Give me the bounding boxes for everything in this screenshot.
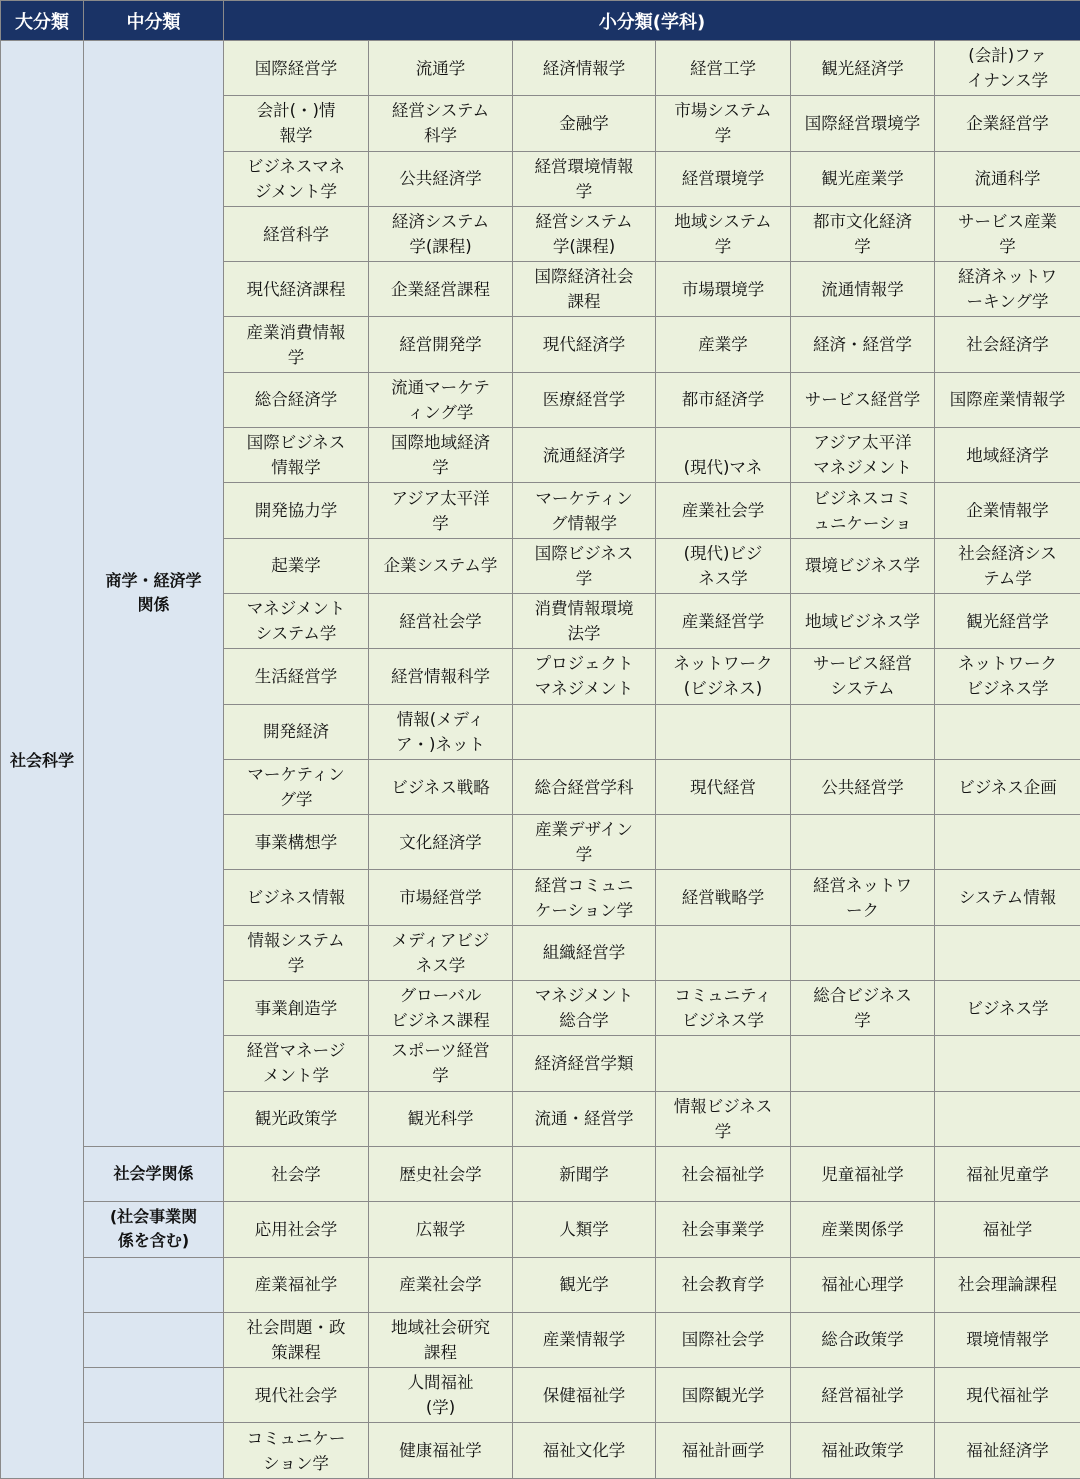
subject-cell: 情報システム 学 xyxy=(224,925,369,980)
subject-cell: 人類学 xyxy=(513,1202,656,1257)
subject-cell: 児童福祉学 xyxy=(791,1146,935,1201)
subject-cell: 情報ビジネス 学 xyxy=(656,1091,791,1146)
subject-cell: 環境情報学 xyxy=(935,1312,1080,1367)
subject-cell: 経営工学 xyxy=(656,41,791,96)
subject-cell: 福祉経済学 xyxy=(935,1423,1080,1478)
subject-cell: 福祉学 xyxy=(935,1202,1080,1257)
subject-cell: 開発経済 xyxy=(224,704,369,759)
header-row xyxy=(1,1,1080,41)
header-mid: 中分類 xyxy=(84,1,224,41)
subject-cell: 経営福祉学 xyxy=(791,1368,935,1423)
subject-cell xyxy=(791,1091,935,1146)
subject-cell: 消費情報環境 法学 xyxy=(513,593,656,648)
table-body xyxy=(1,41,1080,1479)
mid-category-cell xyxy=(84,1312,224,1367)
subject-cell: サービス経営学 xyxy=(791,372,935,427)
subject-cell: 社会事業学 xyxy=(656,1202,791,1257)
subject-cell: 現代社会学 xyxy=(224,1368,369,1423)
subject-cell: 総合経済学 xyxy=(224,372,369,427)
subject-cell: メディアビジ ネス学 xyxy=(369,925,513,980)
subject-cell: ビジネス情報 xyxy=(224,870,369,925)
subject-cell: 総合経営学科 xyxy=(513,759,656,814)
subject-cell: 起業学 xyxy=(224,538,369,593)
subject-cell: 産業学 xyxy=(656,317,791,372)
subject-cell: 社会問題・政 策課程 xyxy=(224,1312,369,1367)
subject-cell xyxy=(791,925,935,980)
subject-cell: 企業情報学 xyxy=(935,483,1080,538)
subject-cell: 福祉児童学 xyxy=(935,1146,1080,1201)
subject-cell: マネジメント 総合学 xyxy=(513,981,656,1036)
subject-cell: アジア太平洋 学 xyxy=(369,483,513,538)
subject-cell: 現代経営 xyxy=(656,759,791,814)
subject-cell: 人間福祉 (学) xyxy=(369,1368,513,1423)
subject-cell: ネットワーク ビジネス学 xyxy=(935,649,1080,704)
table-row xyxy=(1,1202,1080,1257)
subject-cell: ビジネス企画 xyxy=(935,759,1080,814)
subject-cell: 観光経済学 xyxy=(791,41,935,96)
subject-cell: マーケティン グ情報学 xyxy=(513,483,656,538)
mid-category-cell xyxy=(84,1368,224,1423)
subject-cell xyxy=(656,704,791,759)
mid-category-cell xyxy=(84,1423,224,1478)
subject-cell: (現代)ビジ ネス学 xyxy=(656,538,791,593)
subject-cell: 産業消費情報 学 xyxy=(224,317,369,372)
subject-cell: 社会教育学 xyxy=(656,1257,791,1312)
subject-cell: 経営科学 xyxy=(224,206,369,261)
subject-cell: ビジネスマネ ジメント学 xyxy=(224,151,369,206)
subject-cell: 地域社会研究 課程 xyxy=(369,1312,513,1367)
subject-cell: (会計)ファ イナンス学 xyxy=(935,41,1080,96)
subject-cell: 観光経営学 xyxy=(935,593,1080,648)
subject-cell: 流通科学 xyxy=(935,151,1080,206)
subject-cell: 産業福祉学 xyxy=(224,1257,369,1312)
subject-cell: マーケティン グ学 xyxy=(224,759,369,814)
subject-cell xyxy=(791,1036,935,1091)
subject-cell: 流通情報学 xyxy=(791,262,935,317)
subject-cell: 経済情報学 xyxy=(513,41,656,96)
subject-cell: 地域ビジネス学 xyxy=(791,593,935,648)
subject-cell: スポーツ経営 学 xyxy=(369,1036,513,1091)
subject-cell: 社会福祉学 xyxy=(656,1146,791,1201)
subject-cell: 経営マネージ メント学 xyxy=(224,1036,369,1091)
mid-category-cell: (社会事業関 係を含む) xyxy=(84,1202,224,1257)
subject-cell: 観光産業学 xyxy=(791,151,935,206)
table-row xyxy=(1,1257,1080,1312)
subject-cell: 国際産業情報学 xyxy=(935,372,1080,427)
subject-cell: コミュニティ ビジネス学 xyxy=(656,981,791,1036)
subject-cell: 観光科学 xyxy=(369,1091,513,1146)
subject-cell: 公共経営学 xyxy=(791,759,935,814)
subject-cell xyxy=(513,704,656,759)
subject-cell: 産業関係学 xyxy=(791,1202,935,1257)
subject-cell: 国際社会学 xyxy=(656,1312,791,1367)
subject-cell xyxy=(656,815,791,870)
subject-cell: 経営ネットワ ーク xyxy=(791,870,935,925)
subject-cell: 経済経営学類 xyxy=(513,1036,656,1091)
subject-cell: 経済・経営学 xyxy=(791,317,935,372)
subject-cell xyxy=(935,815,1080,870)
subject-cell: 流通・経営学 xyxy=(513,1091,656,1146)
subject-cell: 広報学 xyxy=(369,1202,513,1257)
subject-cell: グローバル ビジネス課程 xyxy=(369,981,513,1036)
header-major: 大分類 xyxy=(1,1,84,41)
subject-cell: (現代)マネ xyxy=(656,428,791,483)
subject-cell xyxy=(935,704,1080,759)
subject-cell: 福祉政策学 xyxy=(791,1423,935,1478)
subject-cell: 企業経営学 xyxy=(935,96,1080,151)
subject-cell: ビジネス戦略 xyxy=(369,759,513,814)
subject-cell xyxy=(935,1036,1080,1091)
major-category-cell: 社会科学 xyxy=(1,41,84,1479)
table-row xyxy=(1,41,1080,96)
subject-cell: 社会経済学 xyxy=(935,317,1080,372)
subject-cell: 経営環境情報 学 xyxy=(513,151,656,206)
subject-cell: 福祉文化学 xyxy=(513,1423,656,1478)
subject-cell: 市場経営学 xyxy=(369,870,513,925)
subject-cell xyxy=(935,1091,1080,1146)
subject-cell: 文化経済学 xyxy=(369,815,513,870)
subject-cell: 都市文化経済 学 xyxy=(791,206,935,261)
subject-cell: 歴史社会学 xyxy=(369,1146,513,1201)
subject-cell: 組織経営学 xyxy=(513,925,656,980)
subject-cell: 地域経済学 xyxy=(935,428,1080,483)
subject-cell: 応用社会学 xyxy=(224,1202,369,1257)
subject-cell xyxy=(656,1036,791,1091)
subject-cell xyxy=(791,704,935,759)
subject-cell: ビジネスコミ ュニケーショ xyxy=(791,483,935,538)
subject-cell: 医療経営学 xyxy=(513,372,656,427)
subject-cell: 現代福祉学 xyxy=(935,1368,1080,1423)
subject-cell xyxy=(656,925,791,980)
subject-cell: アジア太平洋 マネジメント xyxy=(791,428,935,483)
subject-cell: 産業社会学 xyxy=(656,483,791,538)
subject-cell: 国際経営学 xyxy=(224,41,369,96)
subject-cell: 観光政策学 xyxy=(224,1091,369,1146)
subject-cell: 国際経営環境学 xyxy=(791,96,935,151)
subject-cell: 国際ビジネス 学 xyxy=(513,538,656,593)
subject-cell: マネジメント システム学 xyxy=(224,593,369,648)
subject-cell: 総合政策学 xyxy=(791,1312,935,1367)
subject-cell: ビジネス学 xyxy=(935,981,1080,1036)
subject-cell: 経営システム 学(課程) xyxy=(513,206,656,261)
subject-cell: 経営情報科学 xyxy=(369,649,513,704)
subject-cell: 経済ネットワ ーキング学 xyxy=(935,262,1080,317)
subject-cell: 市場環境学 xyxy=(656,262,791,317)
subject-cell: プロジェクト マネジメント xyxy=(513,649,656,704)
subject-cell: 経営コミュニ ケーション学 xyxy=(513,870,656,925)
subject-cell: 現代経済課程 xyxy=(224,262,369,317)
subject-cell: 市場システム 学 xyxy=(656,96,791,151)
header-minor: 小分類(学科) xyxy=(224,1,1080,41)
subject-cell: コミュニケー ション学 xyxy=(224,1423,369,1478)
subject-cell: 社会経済シス テム学 xyxy=(935,538,1080,593)
subject-cell: 流通経済学 xyxy=(513,428,656,483)
subject-cell xyxy=(791,815,935,870)
table-row xyxy=(1,1146,1080,1201)
subject-cell: 新聞学 xyxy=(513,1146,656,1201)
subject-cell: 生活経営学 xyxy=(224,649,369,704)
subject-cell: 産業経営学 xyxy=(656,593,791,648)
subject-cell: サービス経営 システム xyxy=(791,649,935,704)
subject-cell: 保健福祉学 xyxy=(513,1368,656,1423)
subject-cell: 会計(・)情 報学 xyxy=(224,96,369,151)
subject-cell: サービス産業 学 xyxy=(935,206,1080,261)
subject-cell: 国際地域経済 学 xyxy=(369,428,513,483)
subject-cell: 公共経済学 xyxy=(369,151,513,206)
subject-cell: 経営戦略学 xyxy=(656,870,791,925)
subject-cell: 経済システム 学(課程) xyxy=(369,206,513,261)
subject-cell: 国際経済社会 課程 xyxy=(513,262,656,317)
subject-cell: 産業社会学 xyxy=(369,1257,513,1312)
subject-cell: 国際観光学 xyxy=(656,1368,791,1423)
subject-cell: 観光学 xyxy=(513,1257,656,1312)
subject-cell: システム情報 xyxy=(935,870,1080,925)
subject-cell: 福祉計画学 xyxy=(656,1423,791,1478)
subject-cell: 地域システム 学 xyxy=(656,206,791,261)
subject-cell: 福祉心理学 xyxy=(791,1257,935,1312)
subject-cell xyxy=(935,925,1080,980)
subject-cell: 都市経済学 xyxy=(656,372,791,427)
table-row xyxy=(1,1312,1080,1367)
subject-cell: 産業情報学 xyxy=(513,1312,656,1367)
table-row xyxy=(1,1423,1080,1478)
subject-cell: 事業創造学 xyxy=(224,981,369,1036)
subject-cell: ネットワーク (ビジネス) xyxy=(656,649,791,704)
subject-cell: 開発協力学 xyxy=(224,483,369,538)
subject-cell: 情報(メディ ア・)ネット xyxy=(369,704,513,759)
subject-cell: 企業システム学 xyxy=(369,538,513,593)
subject-cell: 健康福祉学 xyxy=(369,1423,513,1478)
subject-cell: 環境ビジネス学 xyxy=(791,538,935,593)
subject-cell: 経営システム 科学 xyxy=(369,96,513,151)
mid-category-cell: 商学・経済学 関係 xyxy=(84,41,224,1147)
subject-cell: 国際ビジネス 情報学 xyxy=(224,428,369,483)
subject-cell: 産業デザイン 学 xyxy=(513,815,656,870)
subject-cell: 経営開発学 xyxy=(369,317,513,372)
subject-cell: 現代経済学 xyxy=(513,317,656,372)
subject-cell: 金融学 xyxy=(513,96,656,151)
table-row xyxy=(1,1368,1080,1423)
subject-cell: 事業構想学 xyxy=(224,815,369,870)
subject-cell: 総合ビジネス 学 xyxy=(791,981,935,1036)
mid-category-cell: 社会学関係 xyxy=(84,1146,224,1201)
mid-category-cell xyxy=(84,1257,224,1312)
subject-cell: 社会学 xyxy=(224,1146,369,1201)
subject-cell: 企業経営課程 xyxy=(369,262,513,317)
subject-cell: 経営社会学 xyxy=(369,593,513,648)
subject-cell: 社会理論課程 xyxy=(935,1257,1080,1312)
subject-cell: 経営環境学 xyxy=(656,151,791,206)
subject-cell: 流通マーケテ ィング学 xyxy=(369,372,513,427)
subject-cell: 流通学 xyxy=(369,41,513,96)
